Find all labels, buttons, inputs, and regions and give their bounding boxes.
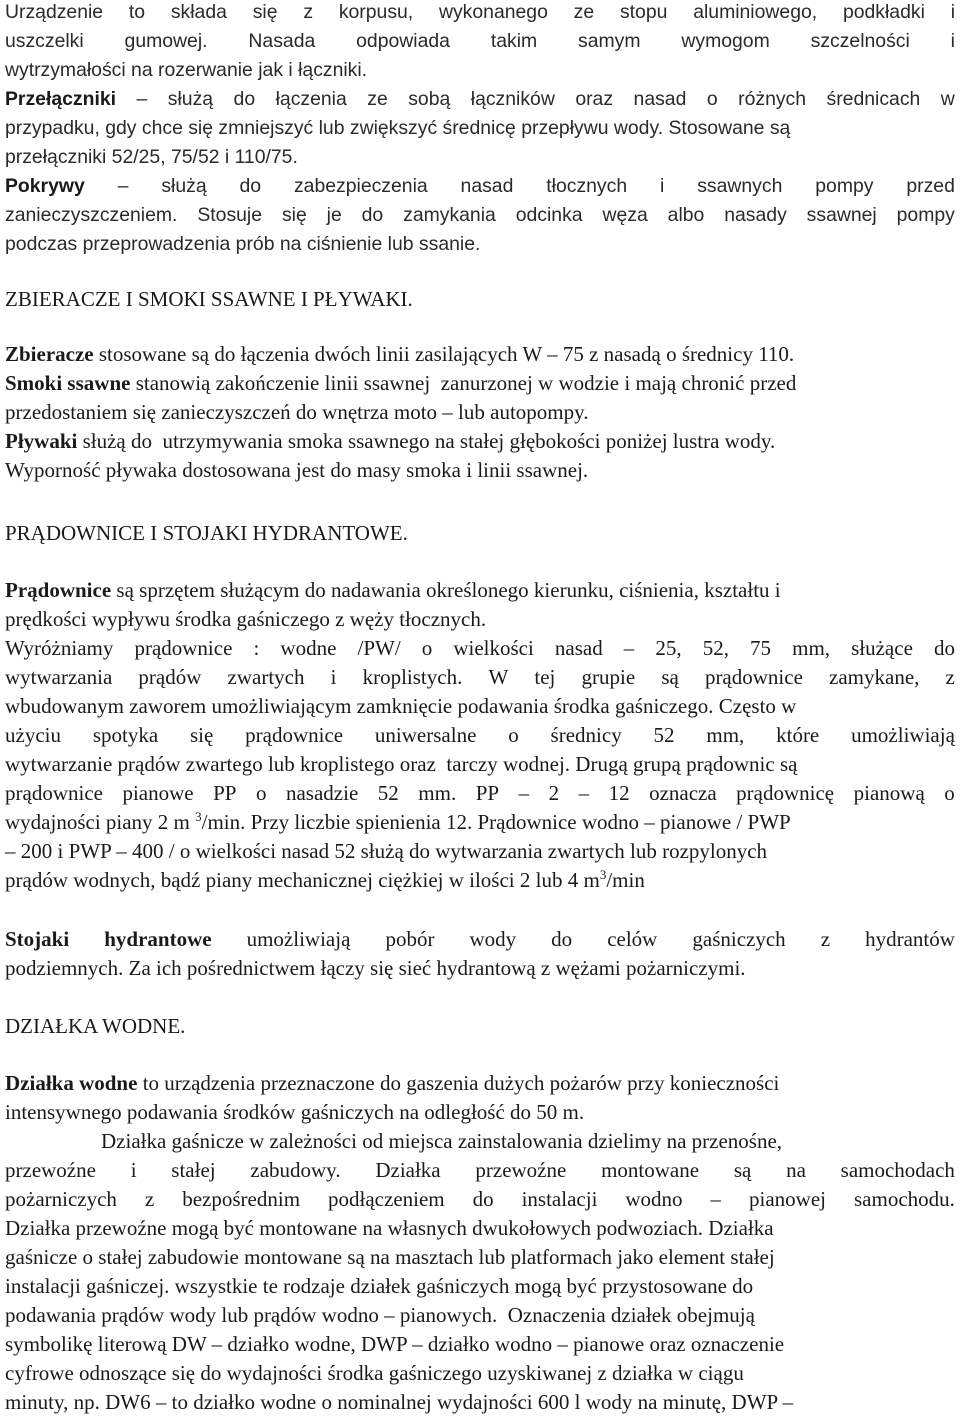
paragraph-line: intensywnego podawania środków gaśniczych na odległość do 50 m.: [5, 1100, 585, 1124]
paragraph-line: prędkości wypływu środka gaśniczego z węży tłocznych.: [5, 607, 487, 631]
paragraph-line: Smoki ssawne stanowią zakończenie linii ssawnej zanurzonej w wodzie i mają chronić przed: [5, 371, 797, 395]
paragraph-line: symbolikę literową DW – działko wodne, DWP – działko wodno – pianowe oraz oznaczenie: [5, 1332, 785, 1356]
paragraph-line: Działka przewoźne mogą być montowane na własnych dwukołowych podwoziach. Działka: [5, 1216, 774, 1240]
paragraph-line: instalacji gaśniczej. wszystkie te rodzaje działek gaśniczych mogą być przystosowane do: [5, 1274, 754, 1298]
paragraph-line: gaśnicze o stałej zabudowie montowane są na masztach lub platformach jako element stałej: [5, 1245, 775, 1269]
paragraph-line: użyciu spotyka się prądownice uniwersalne o średnicy 52 mm, które umożliwiają: [5, 723, 955, 747]
paragraph-line: podawania prądów wody lub prądów wodno – pianowych. Oznaczenia działek obejmują: [5, 1303, 755, 1327]
section-heading-zbieracze: ZBIERACZE I SMOKI SSAWNE I PŁYWAKI.: [5, 287, 413, 311]
paragraph-line: Wyporność pływaka dostosowana jest do masy smoka i linii ssawnej.: [5, 458, 589, 482]
paragraph-line: cyfrowe odnoszące się do wydajności środka gaśniczego uzyskiwanej z działka w ciągu: [5, 1361, 744, 1385]
paragraph-line: przełączniki 52/25, 75/52 i 110/75.: [5, 146, 298, 168]
paragraph-line: Działka wodne to urządzenia przeznaczone do gaszenia dużych pożarów przy konieczności: [5, 1071, 780, 1095]
paragraph-line: podziemnych. Za ich pośrednictwem łączy się sieć hydrantową z wężami pożarniczymi.: [5, 956, 746, 980]
paragraph-line: Prądownice są sprzętem służącym do nadawania określonego kierunku, ciśnienia, kształtu i: [5, 578, 781, 602]
term-hydrantowe: hydrantowe: [104, 927, 212, 951]
paragraph-line: wytrzymałości na rozerwanie jak i łączniki.: [5, 59, 368, 81]
superscript: 3: [195, 809, 202, 824]
paragraph-line: Stojaki hydrantowe umożliwiają pobór wody do celów gaśniczych z hydrantów: [5, 924, 955, 954]
term-przelaczniki: Przełączniki: [5, 88, 117, 110]
paragraph-line: Zbieracze stosowane są do łączenia dwóch linii zasilających W – 75 z nasadą o średnicy 110.: [5, 342, 795, 366]
paragraph-line: Pływaki służą do utrzymywania smoka ssawnego na stałej głębokości poniżej lustra wody.: [5, 429, 776, 453]
term-pokrywy: Pokrywy: [5, 175, 85, 197]
paragraph-line: pożarniczych z bezpośrednim podłączeniem do instalacji wodno – pianowej samochodu.: [5, 1187, 955, 1211]
superscript: 3: [599, 867, 607, 882]
paragraph-line: Pokrywy – służą do zabezpieczenia nasad tłocznych i ssawnych pompy przed: [5, 171, 955, 201]
term-zbieracze: Zbieracze: [5, 342, 94, 366]
paragraph-line: przewoźne i stałej zabudowy. Działka przewoźne montowane są na samochodach: [5, 1158, 955, 1182]
paragraph-line: wbudowanym zaworem umożliwiającym zamknięcie podawania środka gaśniczego. Często w: [5, 694, 797, 718]
paragraph-line: przypadku, gdy chce się zmniejszyć lub zwiększyć średnicę przepływu wody. Stosowane są: [5, 117, 791, 139]
term-pradownice: Prądownice: [5, 578, 112, 602]
paragraph-line: prądów wodnych, bądź piany mechanicznej ciężkiej w ilości 2 lub 4 $m^3/\min$: [5, 867, 645, 892]
paragraph-line: podczas przeprowadzenia prób na ciśnienie lub ssanie.: [5, 233, 481, 255]
paragraph-line: Wyróżniamy prądownice : wodne /PW/ o wielkości nasad – 25, 52, 75 mm, służące do: [5, 636, 955, 660]
section-heading-dzialka-wodne: DZIAŁKA WODNE.: [5, 1014, 186, 1038]
term-stojaki: Stojaki: [5, 927, 70, 951]
paragraph-line: Przełączniki – służą do łączenia ze sobą łączników oraz nasad o różnych średnicach w: [5, 84, 955, 114]
paragraph-line: przedostaniem się zanieczyszczeń do wnętrza moto – lub autopompy.: [5, 400, 589, 424]
term-dzialka-wodne: Działka wodne: [5, 1071, 138, 1095]
term-plywaki: Pływaki: [5, 429, 78, 453]
paragraph-line: wytwarzanie prądów zwartego lub kroplistego oraz tarczy wodnej. Drugą grupą prądownic są: [5, 752, 798, 776]
paragraph-line: Urządzenie to składa się z korpusu, wykonanego ze stopu aluminiowego, podkładki i: [5, 1, 955, 23]
paragraph-line: wydajności piany 2 m $^3$/min. Przy liczbie spienienia 12. Prądownice wodno – pianowe / PWP: [5, 809, 791, 834]
paragraph-line: – 200 i PWP – 400 / o wielkości nasad 52 służą do wytwarzania zwartych lub rozpylonych: [5, 839, 768, 863]
paragraph-line-indented: Działka gaśnicze w zależności od miejsca zainstalowania dzielimy na przenośne,: [101, 1129, 783, 1153]
section-heading-pradownice: PRĄDOWNICE I STOJAKI HYDRANTOWE.: [5, 521, 408, 545]
paragraph-line: uszczelki gumowej. Nasada odpowiada takim samym wymogom szczelności i: [5, 30, 955, 52]
paragraph-line: wytwarzania prądów zwartych i kroplistych. W tej grupie są prądownice zamykane, z: [5, 665, 955, 689]
paragraph-line: zanieczyszczeniem. Stosuje się je do zamykania odcinka węza albo nasady ssawnej pompy: [5, 204, 955, 226]
paragraph-line: prądownice pianowe PP o nasadzie 52 mm. PP – 2 – 12 oznacza prądownicę pianową o: [5, 781, 955, 805]
term-smoki-ssawne: Smoki ssawne: [5, 371, 131, 395]
paragraph-line: minuty, np. DW6 – to działko wodne o nominalnej wydajności 600 l wody na minutę, DWP –: [5, 1390, 794, 1414]
